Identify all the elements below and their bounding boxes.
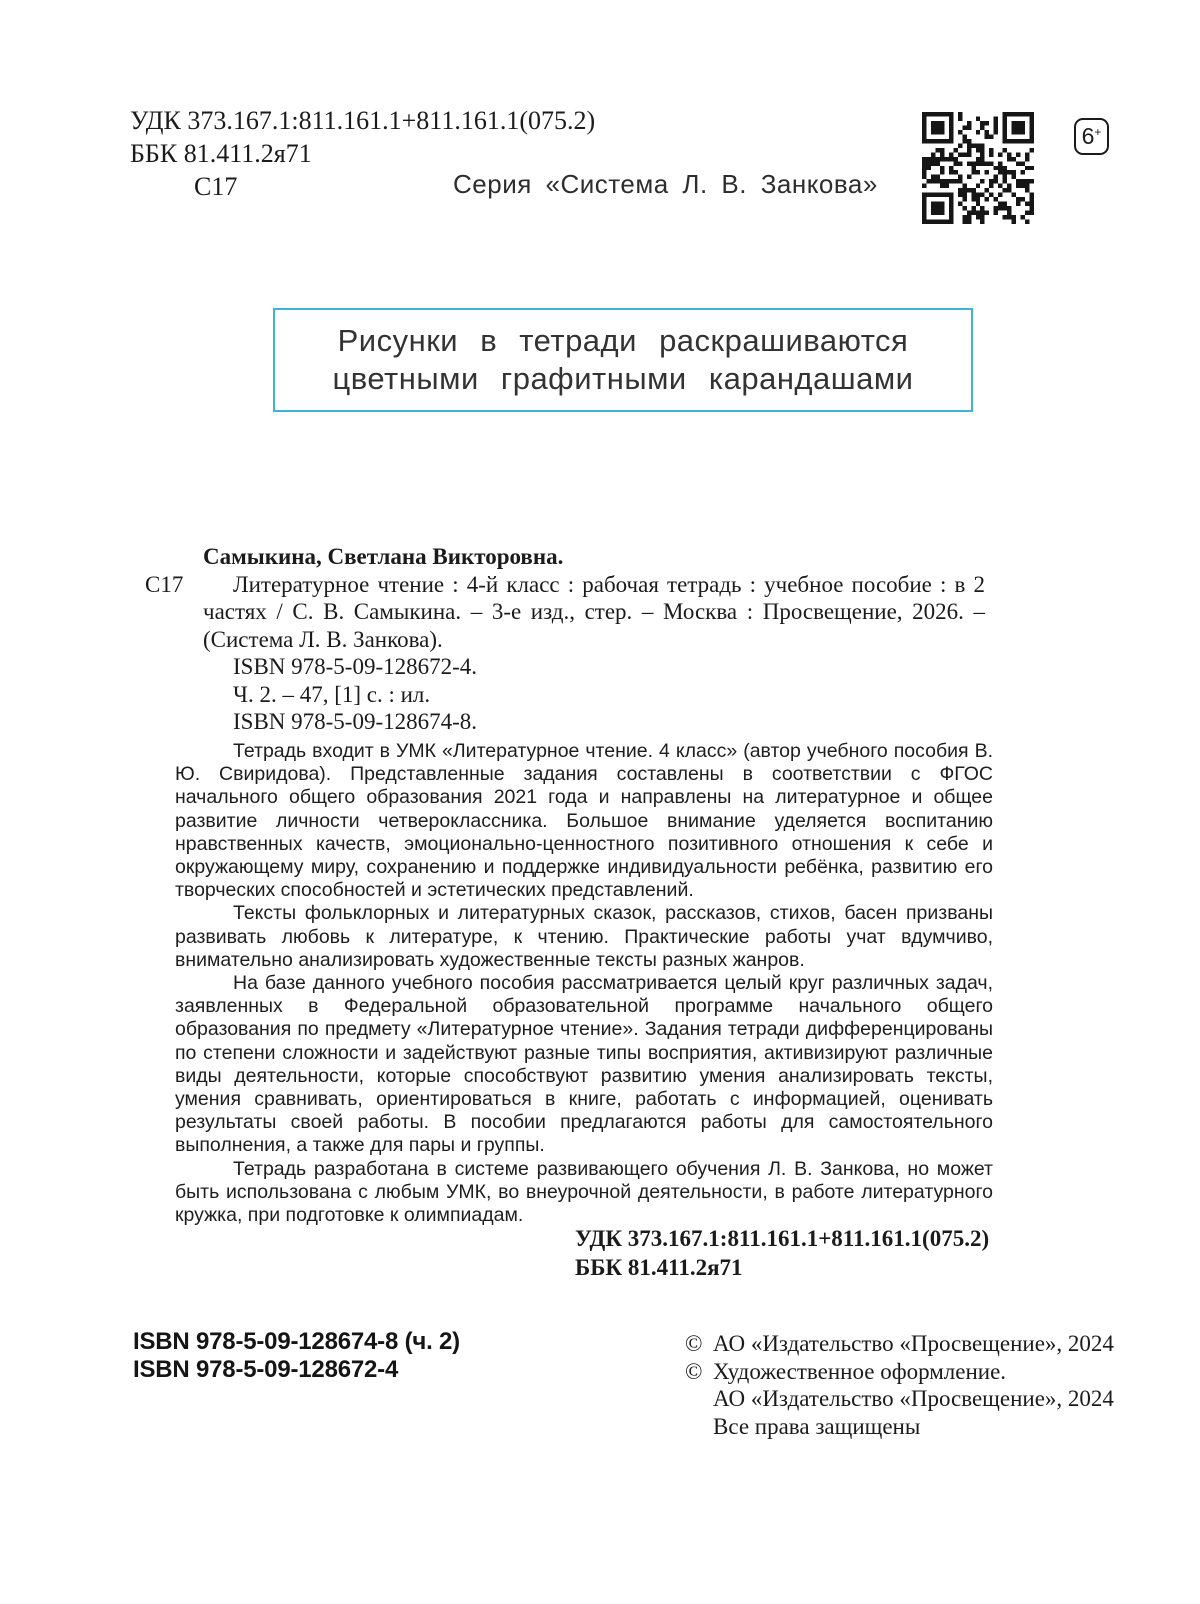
copyright-mark — [685, 1413, 713, 1441]
copyright-text: Художественное оформление. — [713, 1358, 1007, 1384]
footer-isbn-block — [133, 1328, 460, 1384]
copyright-block — [685, 1330, 1114, 1440]
catalog-author: Самыкина, Светлана Викторовна. — [203, 544, 564, 569]
annotation-paragraph: Тексты фольклорных и литературных сказок, рассказов, стихов, басен призваны развивать любовь к литературе, к чтению. Практические работы учат вдумчиво, внимательно анализировать художественные тексты разных жанров. — [175, 902, 993, 971]
qr-code-icon — [922, 112, 1034, 224]
copyright-line — [685, 1413, 1114, 1441]
annotation-paragraph: Тетрадь разработана в системе развивающего обучения Л. В. Занкова, но может быть использована с любым УМК, во внеурочной деятельности, в работе литературного кружка, при подготовке к олимпиадам. — [175, 1157, 993, 1227]
copyright-line — [685, 1330, 1114, 1358]
udk-code-bottom: УДК 373.167.1:811.161.1+811.161.1(075.2) — [575, 1226, 990, 1251]
author-sign-top: С17 — [194, 172, 238, 201]
author-sign-card: С17 — [145, 571, 184, 597]
catalog-card — [137, 543, 985, 736]
annotation-block — [175, 740, 993, 1227]
copyright-text: АО «Издательство «Просвещение», 2024 — [713, 1331, 1114, 1356]
notice-line-1: Рисунки в тетради раскрашиваются — [337, 323, 909, 358]
catalog-part-info: Ч. 2. – 47, [1] с. : ил. — [233, 681, 431, 707]
catalog-isbn-part: ISBN 978-5-09-128674-8. — [233, 709, 478, 734]
udk-code: УДК 373.167.1:811.161.1+811.161.1(075.2) — [130, 106, 596, 135]
notice-box — [273, 308, 973, 412]
catalog-isbn-edition: ISBN 978-5-09-128672-4. — [233, 654, 478, 679]
bbk-code: ББК 81.411.2я71 — [130, 139, 312, 168]
copyright-mark: © — [685, 1358, 703, 1384]
bbk-code-bottom: ББК 81.411.2я71 — [575, 1255, 743, 1280]
copyright-line — [685, 1358, 1114, 1386]
isbn-line: ISBN 978-5-09-128672-4 — [133, 1356, 399, 1383]
copyright-mark — [685, 1385, 713, 1413]
copyright-mark: © — [685, 1331, 703, 1356]
age-rating-number: 6 — [1081, 123, 1095, 149]
copyright-text: АО «Издательство «Просвещение», 2024 — [713, 1386, 1114, 1411]
series-title: Серия «Система Л. В. Занкова» — [453, 169, 878, 199]
annotation-paragraph: Тетрадь входит в УМК «Литературное чтение. 4 класс» (автор учебного пособия В. Ю. Свиридова). Представленные задания составлены в соответствии с ФГОС начального общего образования 2021 года и направлены на литературное и общее развитие личности четвероклассника. Большое внимание уделяется воспитанию нравственных качеств, эмоционально-ценностного позитивного отношения к себе и окружающему миру, сохранению и поддержке индивидуальности ребёнка, развитию его творческих способностей и эстетических представлений. — [175, 740, 993, 902]
age-rating-badge — [1074, 118, 1109, 155]
copyright-line — [685, 1385, 1114, 1413]
copyright-text: Все права защищены — [713, 1413, 921, 1439]
annotation-paragraph: На базе данного учебного пособия рассматривается целый круг различных задач, заявленных в Федеральной образовательной программе начального общего образования по предмету «Литературное чтение». Задания тетради дифференцированы по степени сложности и задействуют разные типы восприятия, активизируют различные виды деятельности, которые способствуют развитию умения анализировать тексты, умения сравнивать, ориентироваться в книге, работать с информацией, оценивать результаты своей работы. В пособии предлагаются работы для самостоятельного выполнения, а также для пары и группы. — [175, 972, 993, 1157]
notice-line-2: цветными графитными карандашами — [332, 361, 914, 396]
catalog-description: Литературное чтение : 4-й класс : рабочая тетрадь : учебное пособие : в 2 частях / С. В. Самыкина. – 3-е изд., стер. – Москва : Просвещение, 2026. – (Система Л. В. Занкова). — [203, 571, 985, 652]
age-rating-plus-icon: + — [1094, 125, 1102, 139]
isbn-line: ISBN 978-5-09-128674-8 (ч. 2) — [133, 1328, 460, 1355]
bibliographic-codes-bottom — [575, 1224, 989, 1282]
